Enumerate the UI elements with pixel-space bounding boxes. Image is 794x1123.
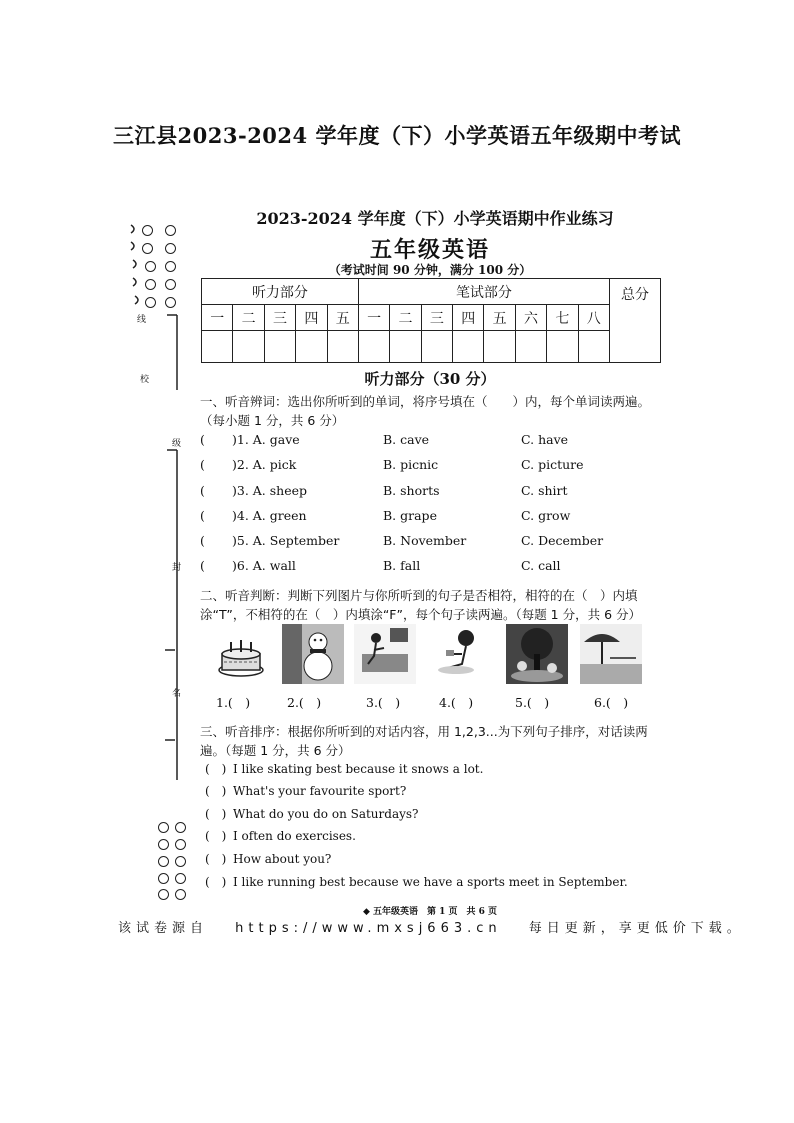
score-col-header: 五 — [327, 305, 358, 331]
score-cell[interactable] — [264, 331, 295, 363]
score-col-header: 六 — [515, 305, 546, 331]
ordering-sentence: What's your favourite sport? — [233, 784, 407, 798]
option-c: C. grow — [521, 508, 571, 523]
score-col-header: 一 — [202, 305, 233, 331]
ordering-row — [205, 827, 356, 844]
answer-paren[interactable]: ( — [200, 533, 205, 548]
snowman-icon — [282, 624, 344, 684]
margin-char: 线 — [137, 315, 147, 325]
score-col-header: 五 — [484, 305, 515, 331]
score-cell[interactable] — [202, 331, 233, 363]
ordering-sentence: I like skating best because it snows a lot. — [233, 762, 484, 776]
children-playing-icon — [354, 624, 416, 684]
listening-label: 听力部分 — [202, 279, 359, 305]
score-cell[interactable] — [547, 331, 578, 363]
picture-answer-1[interactable]: 1.( ) — [216, 695, 251, 710]
ordering-sentence: I like running best because we have a sports meet in September. — [233, 875, 628, 889]
question-row — [200, 508, 670, 526]
answer-paren[interactable]: ( ) — [205, 762, 227, 776]
margin-char: 级 — [172, 439, 182, 449]
option-a: )4. A. green — [232, 508, 307, 523]
option-c: C. picture — [521, 457, 584, 472]
score-col-header: 二 — [390, 305, 421, 331]
option-c: C. shirt — [521, 483, 568, 498]
ordering-sentence: What do you do on Saturdays? — [233, 807, 419, 821]
option-a: )3. A. sheep — [232, 483, 308, 498]
grade-title: 五年级英语 — [369, 237, 490, 263]
score-cell[interactable] — [358, 331, 389, 363]
section1-instruction: 一、听音辨词：选出你所听到的单词，将序号填在（ ）内，每个单词读两遍。（每小题 1 分，共 6 分） — [200, 394, 651, 428]
option-a: )2. A. pick — [232, 457, 297, 472]
score-col-header: 一 — [358, 305, 389, 331]
score-col-header: 四 — [296, 305, 327, 331]
birthday-cake-icon — [210, 624, 272, 684]
ordering-row — [205, 873, 628, 890]
score-col-header: 七 — [547, 305, 578, 331]
girl-reading-icon — [428, 624, 490, 684]
answer-paren[interactable]: ( ) — [205, 807, 227, 821]
option-a: )1. A. gave — [232, 432, 300, 447]
total-label: 总分 — [610, 279, 661, 363]
margin-dashed-line — [125, 220, 185, 820]
question-row — [200, 558, 670, 576]
score-cell[interactable] — [484, 331, 515, 363]
score-cell[interactable] — [390, 331, 421, 363]
score-table — [201, 278, 661, 363]
document-title: 三江县2023-2024 学年度（下）小学英语五年级期中考试 — [113, 123, 681, 148]
option-c: C. have — [521, 432, 569, 447]
answer-paren[interactable]: ( — [200, 508, 205, 523]
picture-row — [210, 624, 670, 688]
question-row — [200, 533, 670, 551]
score-col-header: 三 — [421, 305, 452, 331]
score-cell[interactable] — [578, 331, 610, 363]
written-label: 笔试部分 — [358, 279, 609, 305]
option-b: B. grape — [383, 508, 437, 523]
option-b: B. cave — [383, 432, 430, 447]
answer-paren[interactable]: ( — [200, 558, 205, 573]
score-col-header: 三 — [264, 305, 295, 331]
score-cell[interactable] — [327, 331, 358, 363]
ordering-row — [205, 760, 483, 777]
margin-char: 校 — [140, 375, 150, 385]
ordering-sentence: How about you? — [233, 852, 332, 866]
beach-umbrella-icon — [580, 624, 642, 684]
exam-subtitle: 2023-2024 学年度（下）小学英语期中作业练习 — [256, 209, 614, 228]
score-col-header: 八 — [578, 305, 610, 331]
answer-paren[interactable]: ( — [200, 483, 205, 498]
listening-heading: 听力部分（30 分） — [364, 370, 496, 388]
answer-paren[interactable]: ( ) — [205, 852, 227, 866]
ordering-row — [205, 782, 406, 799]
question-row — [200, 457, 670, 475]
picture-answer-6[interactable]: 6.( ) — [594, 695, 629, 710]
score-cell[interactable] — [296, 331, 327, 363]
score-cell[interactable] — [233, 331, 264, 363]
score-col-header: 二 — [233, 305, 264, 331]
option-b: B. picnic — [383, 457, 439, 472]
option-b: B. November — [383, 533, 467, 548]
score-cell[interactable] — [453, 331, 484, 363]
option-a: )5. A. September — [232, 533, 340, 548]
picture-answer-5[interactable]: 5.( ) — [515, 695, 550, 710]
margin-char: 封 — [172, 563, 182, 573]
answer-paren[interactable]: ( — [200, 457, 205, 472]
answer-paren[interactable]: ( ) — [205, 875, 227, 889]
page-number: ◆ 五年级英语 第 1 页 共 6 页 — [362, 907, 498, 917]
score-cell[interactable] — [421, 331, 452, 363]
answer-paren[interactable]: ( ) — [205, 829, 227, 843]
score-cell[interactable] — [515, 331, 546, 363]
answer-paren[interactable]: ( — [200, 432, 205, 447]
option-c: C. December — [521, 533, 604, 548]
section2-instruction: 二、听音判断：判断下列图片与你所听到的句子是否相符，相符的在（ ）内填涂“T”，不相符的在（ ）内填涂“F”，每个句子读两遍。（每题 1 分，共 6 分） — [200, 588, 642, 622]
ordering-sentence: I often do exercises. — [233, 829, 356, 843]
tree-icon — [506, 624, 568, 684]
ordering-row — [205, 850, 331, 867]
source-notice: 该试卷源自 https://www.mxsj663.cn 每日更新，享更低价下载。 — [118, 921, 745, 936]
option-b: B. shorts — [383, 483, 440, 498]
option-b: B. fall — [383, 558, 421, 573]
section3-instruction: 三、听音排序：根据你所听到的对话内容，用 1,2,3...为下列句子排序，对话读两遍。（每题 1 分，共 6 分） — [200, 724, 648, 758]
option-a: )6. A. wall — [232, 558, 296, 573]
score-col-header: 四 — [453, 305, 484, 331]
answer-paren[interactable]: ( ) — [205, 784, 227, 798]
question-row — [200, 483, 670, 501]
exam-info: （考试时间 90 分钟，满分 100 分） — [328, 263, 532, 277]
ordering-row — [205, 805, 418, 822]
option-c: C. call — [521, 558, 561, 573]
picture-answer-3[interactable]: 3.( ) — [366, 695, 401, 710]
picture-answer-4[interactable]: 4.( ) — [439, 695, 474, 710]
question-row — [200, 432, 670, 450]
picture-answer-2[interactable]: 2.( ) — [287, 695, 322, 710]
margin-char: 名 — [172, 689, 182, 699]
